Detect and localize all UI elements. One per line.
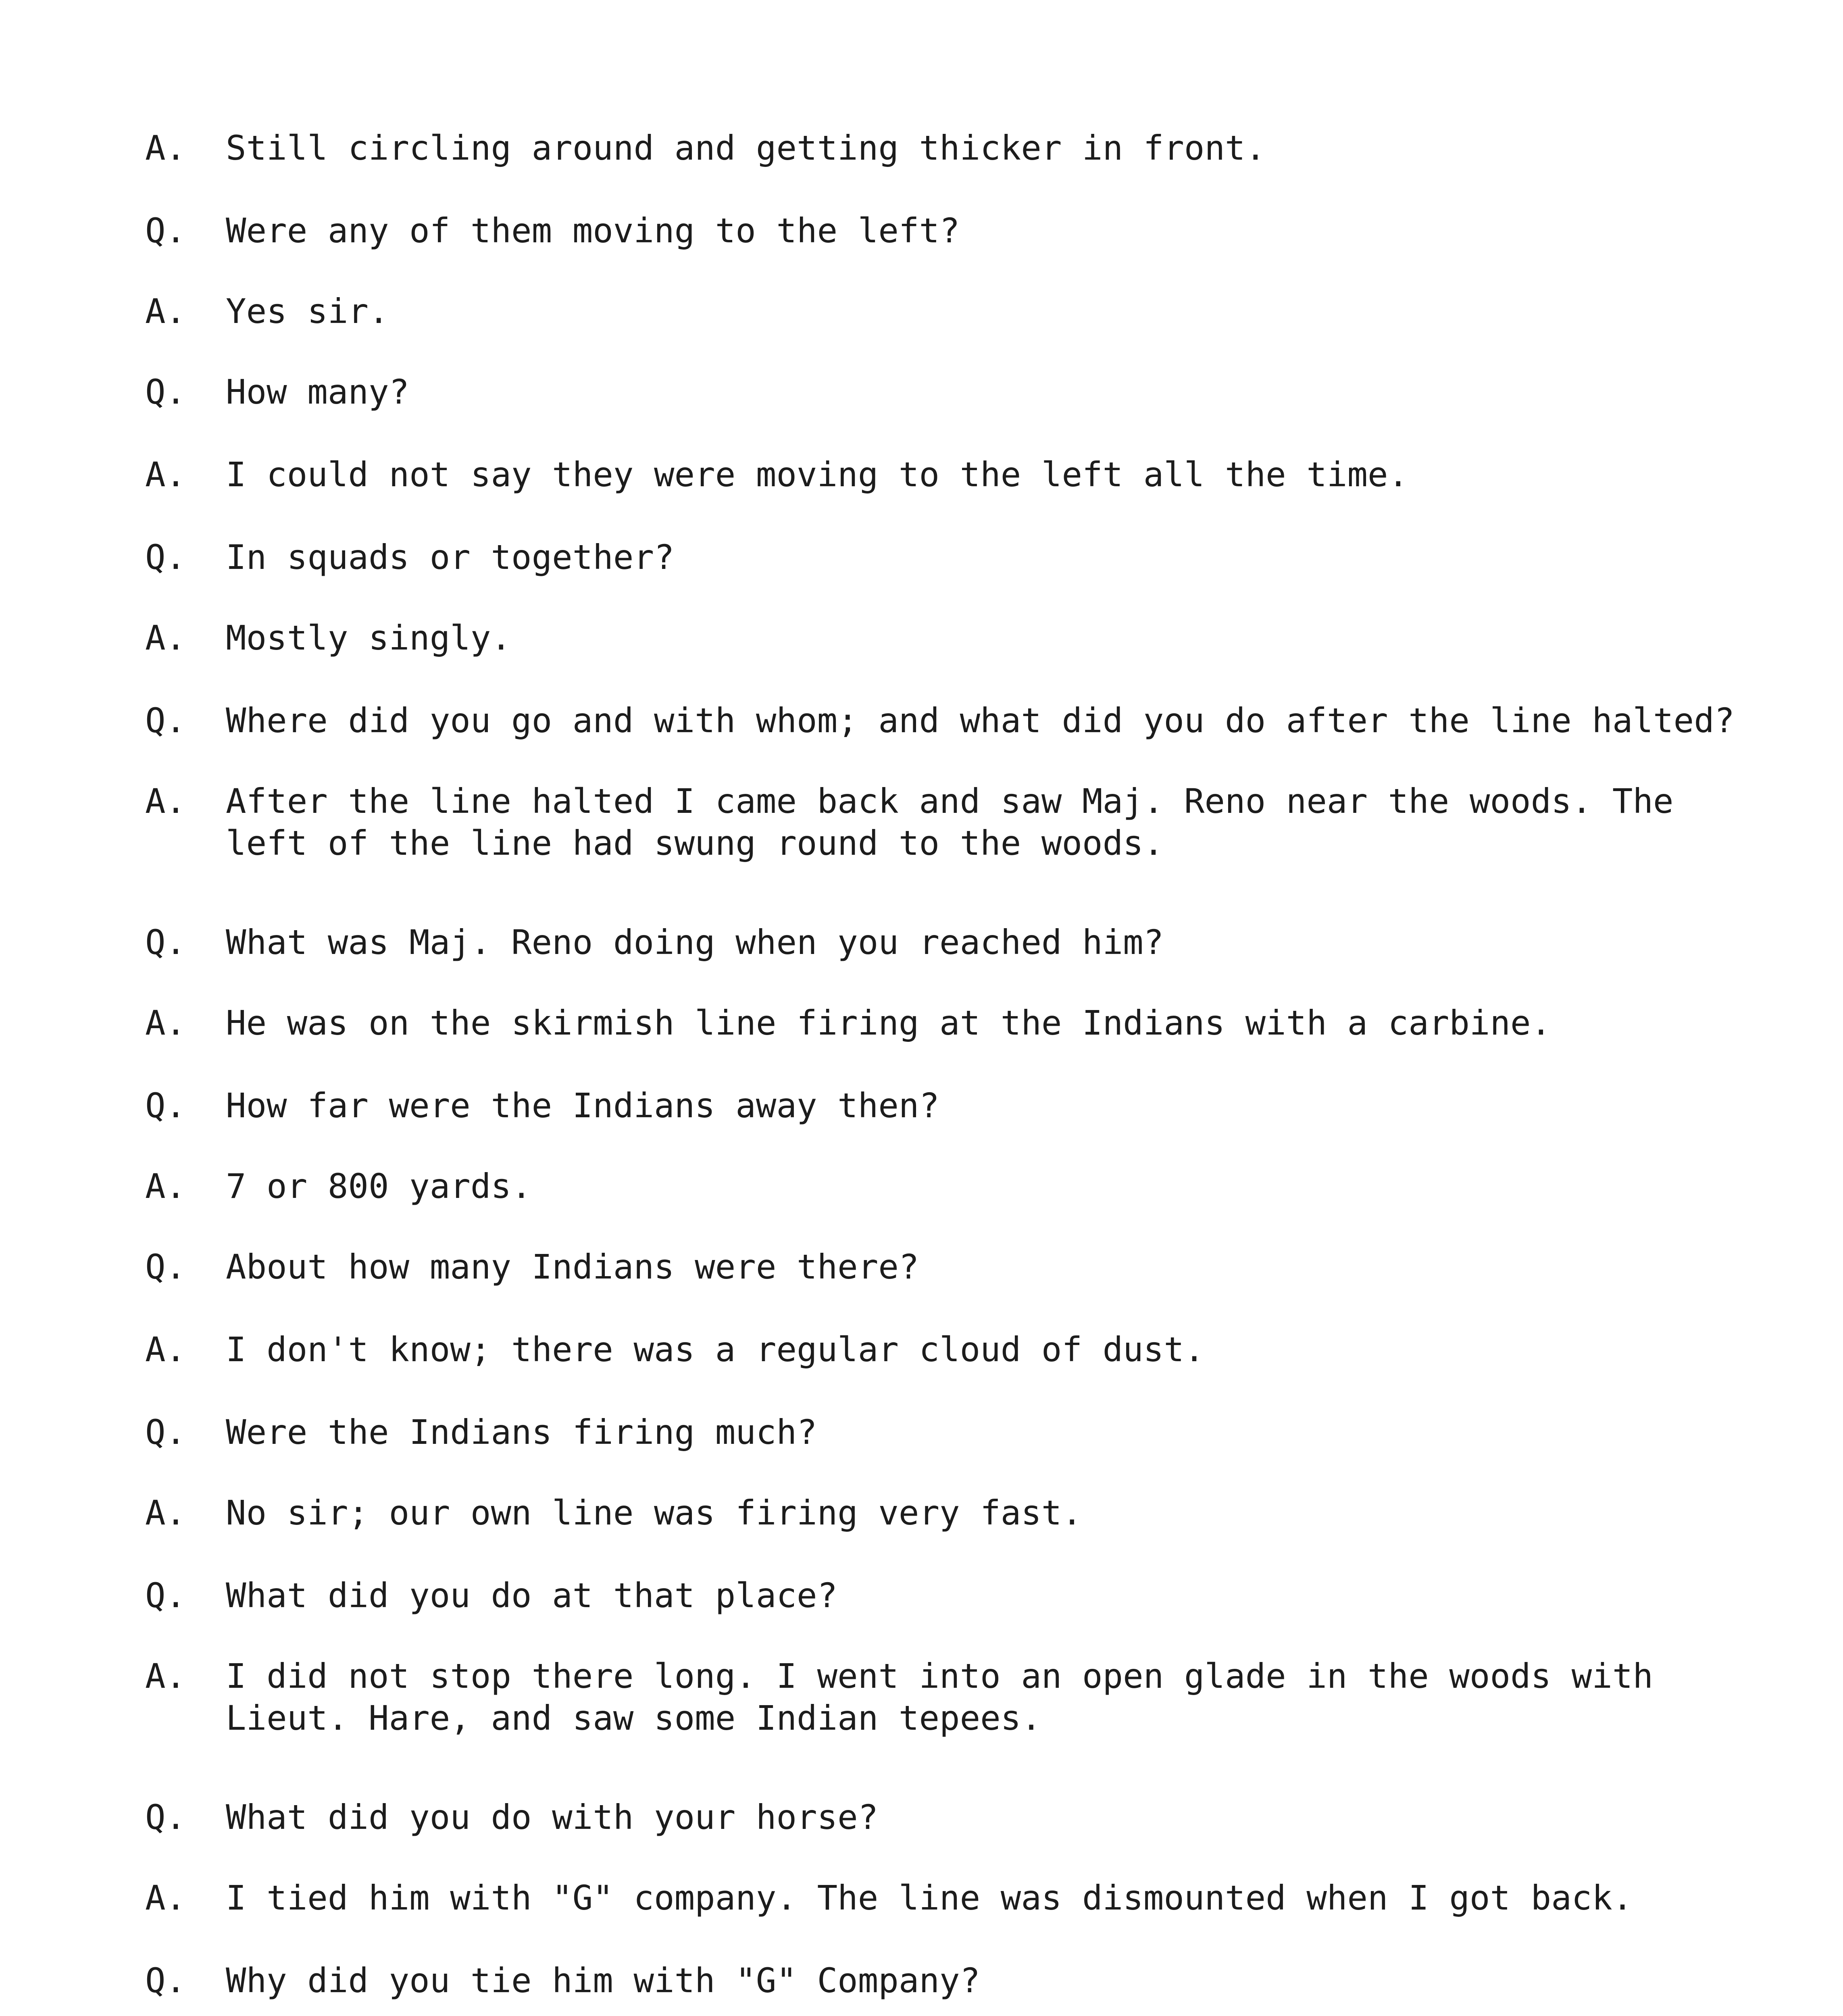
testimony-text: What did you do with your horse?: [226, 1797, 879, 1837]
speaker-label: Q.: [145, 372, 186, 412]
testimony-text: I don't know; there was a regular cloud of dust.: [226, 1330, 1205, 1369]
speaker-label: A.: [145, 1003, 186, 1043]
speaker-label: Q.: [145, 211, 186, 250]
speaker-label: A.: [145, 292, 186, 331]
testimony-text: Were any of them moving to the left?: [226, 211, 960, 250]
speaker-label: A.: [145, 618, 186, 658]
testimony-text: No sir; our own line was firing very fast.: [226, 1493, 1083, 1533]
testimony-text: I tied him with "G" company. The line was dismounted when I got back.: [226, 1878, 1633, 1918]
testimony-text: About how many Indians were there?: [226, 1247, 919, 1287]
testimony-text: Yes sir.: [226, 292, 389, 331]
testimony-text: Where did you go and with whom; and what did you do after the line halted?: [226, 701, 1735, 740]
testimony-text: Mostly singly.: [226, 618, 512, 658]
speaker-label: A.: [145, 1166, 186, 1206]
speaker-label: A.: [145, 1878, 186, 1918]
testimony-text: How many?: [226, 372, 410, 412]
speaker-label: A.: [145, 1493, 186, 1533]
speaker-label: A.: [145, 128, 186, 168]
testimony-text: What was Maj. Reno doing when you reached him?: [226, 923, 1164, 962]
speaker-label: Q.: [145, 537, 186, 577]
testimony-text: 7 or 800 yards.: [226, 1166, 532, 1206]
speaker-label: Q.: [145, 701, 186, 740]
testimony-text: How far were the Indians away then?: [226, 1086, 940, 1125]
testimony-text: In squads or together?: [226, 537, 675, 577]
testimony-text: I could not say they were moving to the left all the time.: [226, 455, 1409, 494]
speaker-label: A.: [145, 781, 186, 821]
speaker-label: Q.: [145, 1086, 186, 1125]
speaker-label: Q.: [145, 1412, 186, 1452]
testimony-text: Still circling around and getting thicker in front.: [226, 128, 1266, 168]
testimony-text: I did not stop there long. I went into an open glade in the woods with Lieut. Hare, and saw some Indian tepees.: [226, 1656, 1653, 1738]
testimony-text: What did you do at that place?: [226, 1576, 838, 1615]
speaker-label: A.: [145, 455, 186, 494]
speaker-label: A.: [145, 1330, 186, 1369]
speaker-label: Q.: [145, 923, 186, 962]
testimony-text: After the line halted I came back and saw Maj. Reno near the woods. The left of the line had swung round to the woods.: [226, 781, 1674, 863]
speaker-label: Q.: [145, 1576, 186, 1615]
testimony-text: He was on the skirmish line firing at the Indians with a carbine.: [226, 1003, 1551, 1043]
testimony-text: Why did you tie him with "G" Company?: [226, 1961, 981, 2000]
speaker-label: A.: [145, 1656, 186, 1696]
speaker-label: Q.: [145, 1247, 186, 1287]
speaker-label: Q.: [145, 1961, 186, 2000]
testimony-text: Were the Indians firing much?: [226, 1412, 817, 1452]
speaker-label: Q.: [145, 1797, 186, 1837]
